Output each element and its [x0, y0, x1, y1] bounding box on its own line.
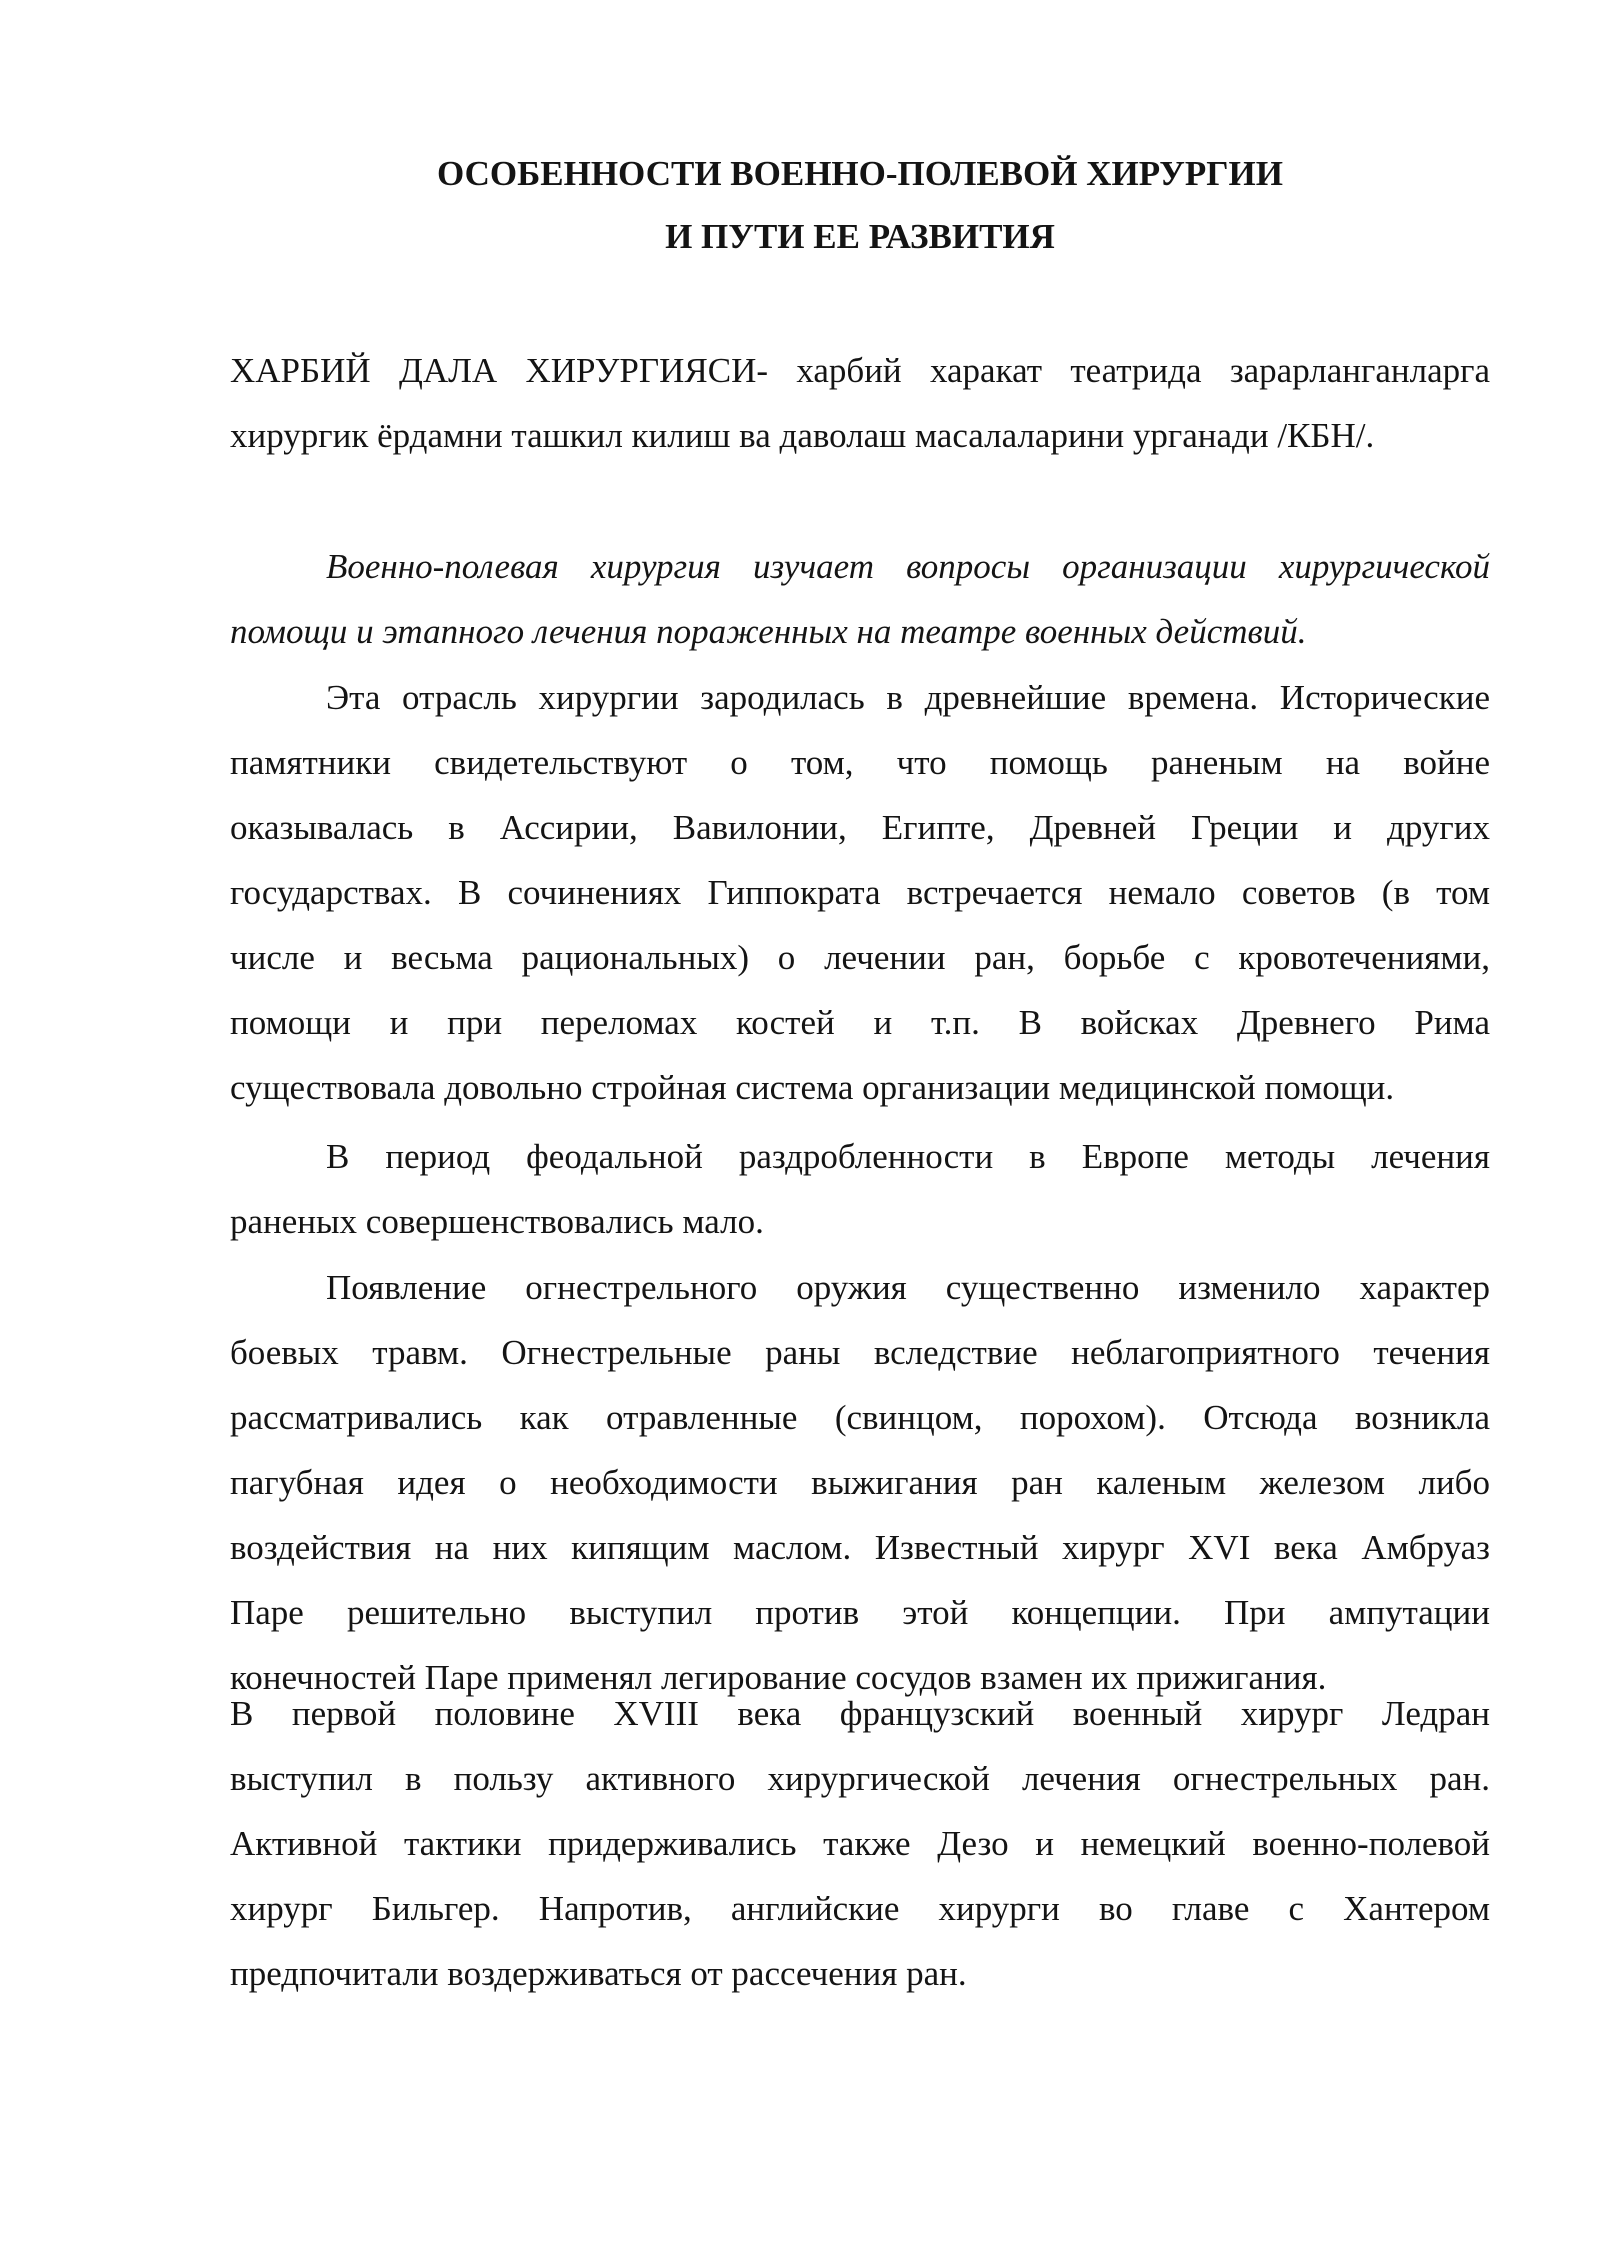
page-title-line-1: ОСОБЕННОСТИ ВОЕННО-ПОЛЕВОЙ ХИРУРГИИ [436, 154, 1284, 193]
paragraph-history [230, 665, 1490, 1120]
text-line: воздействия на них кипящим маслом. Известный хирург XVI века Амбруаз [230, 1528, 1490, 1567]
text-line: Активной тактики придерживались также Дезо и немецкий военно-полевой [230, 1824, 1490, 1863]
text-line: В первой половине XVIII века французский военный хирург Ледран [230, 1694, 1490, 1733]
paragraph-definition [230, 338, 1490, 468]
text-line: выступил в пользу активного хирургической лечения огнестрельных ран. [230, 1759, 1490, 1798]
text-line: рассматривались как отравленные (свинцом, порохом). Отсюда возникла [230, 1398, 1490, 1437]
text-line: помощи и при переломах костей и т.п. В войсках Древнего Рима [230, 1003, 1490, 1042]
text-line: хирург Бильгер. Напротив, английские хирурги во главе с Хантером [230, 1889, 1490, 1928]
text-line: Военно-полевая хирургия изучает вопросы организации хирургической [326, 547, 1490, 586]
text-line: Появление огнестрельного оружия существенно изменило характер [326, 1268, 1490, 1307]
paragraph-italic-intro [230, 534, 1490, 664]
text-line: В период феодальной раздробленности в Европе методы лечения [326, 1137, 1490, 1176]
text-line: конечностей Паре применял легирование сосудов взамен их прижигания. [230, 1658, 1327, 1697]
page-title-line-2: И ПУТИ ЕЕ РАЗВИТИЯ [665, 217, 1055, 256]
text-line: Эта отрасль хирургии зародилась в древнейшие времена. Исторические [326, 678, 1490, 717]
text-line: числе и весьма рациональных) о лечении ран, борьбе с кровотечениями, [230, 938, 1490, 977]
paragraph-firearms [230, 1255, 1490, 1710]
text-line: Паре решительно выступил против этой концепции. При ампутации [230, 1593, 1490, 1632]
text-line: существовала довольно стройная система организации медицинской помощи. [230, 1068, 1395, 1107]
text-line: предпочитали воздерживаться от рассечения ран. [230, 1954, 967, 1993]
text-line: ХАРБИЙ ДАЛА ХИРУРГИЯСИ- харбий харакат театрида зарарланганларга [230, 351, 1490, 390]
paragraph-ledran [230, 1681, 1490, 2006]
text-line: государствах. В сочинениях Гиппократа встречается немало советов (в том [230, 873, 1490, 912]
text-line: раненых совершенствовались мало. [230, 1202, 764, 1241]
text-line: пагубная идея о необходимости выжигания ран каленым железом либо [230, 1463, 1490, 1502]
text-line: памятники свидетельствуют о том, что помощь раненым на войне [230, 743, 1490, 782]
text-line: оказывалась в Ассирии, Вавилонии, Египте, Древней Греции и других [230, 808, 1490, 847]
text-line: помощи и этапного лечения пораженных на театре военных действий. [230, 612, 1307, 651]
text-line: боевых травм. Огнестрельные раны вследствие неблагоприятного течения [230, 1333, 1490, 1372]
text-line: хирургик ёрдамни ташкил килиш ва даволаш масалаларини урганади /КБН/. [230, 416, 1375, 455]
paragraph-feudal [230, 1124, 1490, 1254]
